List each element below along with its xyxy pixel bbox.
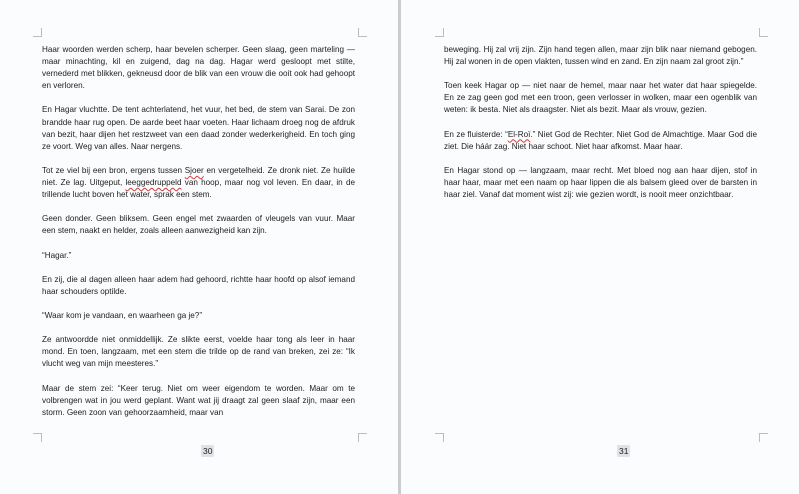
left-page <box>0 0 398 494</box>
right-page-body-text[interactable] <box>444 44 757 213</box>
crop-mark-bottom-left <box>33 433 42 442</box>
paragraph: En Hagar stond op — langzaam, maar recht. Met bloed nog aan haar dijen, stof in haar haar, maar met een naam op haar lippen die als balsem gleed over de barsten in haar ziel. Vanaf dat moment wist zij: wie gezien wordt, is nooit meer onzichtbaar. <box>444 165 757 200</box>
paragraph: Toen keek Hagar op — niet naar de hemel, maar naar het water dat haar spiegelde. En ze zag geen god met een troon, geen verlosser in wolken, maar een ogenblik van weten: ik besta. Niet als draagster. Niet als bezit. Maar als vrouw, gezien. <box>444 81 757 115</box>
crop-mark-top-left <box>435 28 444 37</box>
paragraph: Ze antwoordde niet onmiddellijk. Ze slikte eerst, voelde haar tong als leer in haar mond. En toen, langzaam, met een stem die trilde op de rand van breken, zei ze: “Ik vlucht weg van mijn meesteres.” <box>42 335 355 369</box>
paragraph: “Hagar.” <box>42 250 72 260</box>
paragraph: En zij, die al dagen alleen haar adem had gehoord, richtte haar hoofd op alsof iemand haar schouders optilde. <box>42 274 355 296</box>
paragraph: Haar woorden werden scherp, haar bevelen scherper. Geen slaag, geen marteling — maar minachting, kil en zuigend, dag na dag. Hagar werd gesloopt met stilte, vernederd met blikken, gekneusd door de blik van een vrouw die ooit ook had gehoopt en verloren. <box>42 45 355 91</box>
paragraph: “Waar kom je vandaan, en waarheen ga je?” <box>42 311 203 321</box>
paragraph: En Hagar vluchtte. De tent achterlatend, het vuur, het bed, de stem van Sarai. De zon brandde haar rug open. De aarde beet haar voeten. Haar lichaam droeg nog de afdruk van bezit, haar dijen het restzweet van een daad zonder wederkerigheid. En toch ging ze voort. Weg van alles. Naar nergens. <box>42 105 355 151</box>
crop-mark-bottom-right <box>358 433 367 442</box>
spellcheck-flagged-word[interactable]: El-Roï <box>507 129 531 139</box>
spellcheck-flagged-word[interactable]: leeggedruppeld <box>125 178 182 188</box>
paragraph: En ze fluisterde: “El-Roï.” Niet God de Rechter. Niet God de Almachtige. Maar God die ziet. Die háár zag. Niet haar schoot. Niet haar afkomst. Maar haar. <box>444 129 757 151</box>
crop-mark-top-left <box>33 28 42 37</box>
page-number: 30 <box>203 446 213 456</box>
crop-mark-top-right <box>358 28 367 37</box>
paragraph: Geen donder. Geen bliksem. Geen engel met zwaarden of vleugels van vuur. Maar een stem, naakt en helder, zoals alleen aanwezigheid kan zijn. <box>42 214 355 236</box>
paragraph: beweging. Hij zal vrij zijn. Zijn hand tegen allen, maar zijn blik naar niemand gebogen. Hij zal wonen in de open vlakten, tussen wind en zand. En zijn naam zal groot zijn.” <box>444 45 757 67</box>
page-number: 31 <box>619 446 629 456</box>
spellcheck-flagged-word[interactable]: Sjoer <box>184 165 204 175</box>
crop-mark-bottom-left <box>435 433 444 442</box>
crop-mark-top-right <box>759 28 768 37</box>
paragraph: Tot ze viel bij een bron, ergens tussen Sjoer en vergetelheid. Ze dronk niet. Ze huilde niet. Ze lag. Uitgeput, leeggedruppeld van hoop, maar nog vol leven. En daar, in de trillende lucht boven het water, sprak een stem. <box>42 165 355 200</box>
right-page <box>401 0 799 494</box>
crop-mark-bottom-right <box>759 433 768 442</box>
paragraph: Maar de stem zei: “Keer terug. Niet om weer eigendom te worden. Maar om te volbrengen wat in jou werd geplant. Want wat jij draagt zal geen slaaf zijn, maar een storm. Geen zoon van gehoorzaamheid, maar van <box>42 383 355 417</box>
left-page-body-text[interactable] <box>42 44 355 431</box>
